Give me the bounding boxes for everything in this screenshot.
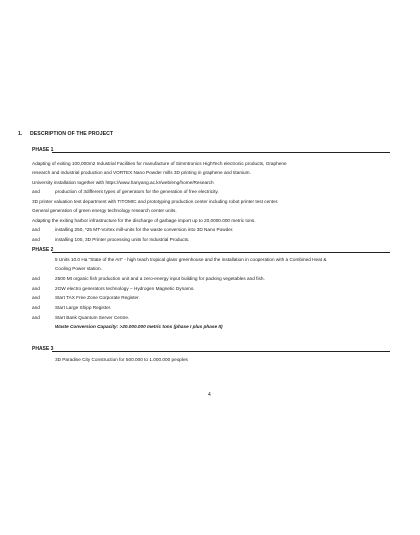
section-title-text: DESCRIPTION OF THE PROJECT — [30, 131, 114, 137]
phase-1-line-1: Adapting of exiting 100,000m2 Industrial Facilities for manufacture of Simmtronics HighTech electronic products, Graphene — [32, 161, 287, 166]
waste-capacity-note: Waste Conversion Capacity: >20.000.000 metric tons (phase I plus phase II) — [55, 324, 223, 329]
phase-2-label: PHASE 2 — [32, 247, 54, 253]
phase-2-item-1a: 5 Units 10.0 Ha "State of the Art" - high teach tropical glass greenhouse and the installation in cooperation with a Combined Heat & — [55, 257, 327, 262]
and-prefix: and — [32, 276, 40, 281]
item-text: installing 250, *25 MT-Vortex mill-units for the waste conversion into 3D Nano Powder. — [55, 227, 234, 232]
and-prefix: and — [32, 227, 40, 232]
and-prefix: and — [32, 295, 40, 300]
item-text: production of 3different types of generators for the generation of free electricity. — [55, 189, 219, 194]
and-prefix: and — [32, 189, 40, 194]
and-prefix: and — [32, 305, 40, 310]
section-heading — [18, 131, 113, 137]
item-text: Start Bank Quantum Server Centre. — [55, 315, 130, 320]
phase-1-rule — [52, 152, 390, 153]
phase-2-item-1b: Cooling Power station. — [55, 266, 102, 271]
item-text: Start Large Shipp Register. — [55, 305, 112, 310]
phase-1-line-5: General generation of green energy technology research center units. — [32, 208, 177, 213]
phase-3-item-1: 3D Paradise City Construction for 500.000 to 1.000.000 peoples — [55, 357, 188, 362]
and-prefix: and — [32, 237, 40, 242]
phase-3-label: PHASE 3 — [32, 346, 54, 352]
phase-1-line-2: research and industrial production and VORTEX Nano Powder mills 3D printing in graphene and titanium. — [32, 170, 251, 175]
phase-3-rule — [52, 351, 390, 352]
phase-1-line-6: Adapting the exiting harbor infrastructure for the discharge of garbage import up to 20,0000.000 metric tons. — [32, 218, 256, 223]
item-text: installing 100, 3D Printer processing units for Industrial Products. — [55, 237, 190, 242]
section-number: 1. — [18, 131, 23, 137]
phase-1-line-3: University installation together with https://www.hanyang.ac.kr/web/eng/home/Research — [32, 180, 214, 185]
phase-1-line-4: 3D printer valuation test department with TITOMIC and prototyping production center including robot printer test center. — [32, 199, 279, 204]
and-prefix: and — [32, 315, 40, 320]
phase-1-label: PHASE 1 — [32, 147, 54, 153]
page-number: 4 — [208, 392, 211, 398]
item-text: 2GW electro generators technology – Hydrogen Magnetic Dynamo. — [55, 286, 195, 291]
phase-2-rule — [52, 252, 390, 253]
and-prefix: and — [32, 286, 40, 291]
item-text: Start TAX Free Zone Corporate Register. — [55, 295, 140, 300]
item-text: 2500 Mt organic fish production unit and a zero-energy input building for packing vegetables and fish. — [55, 276, 265, 281]
